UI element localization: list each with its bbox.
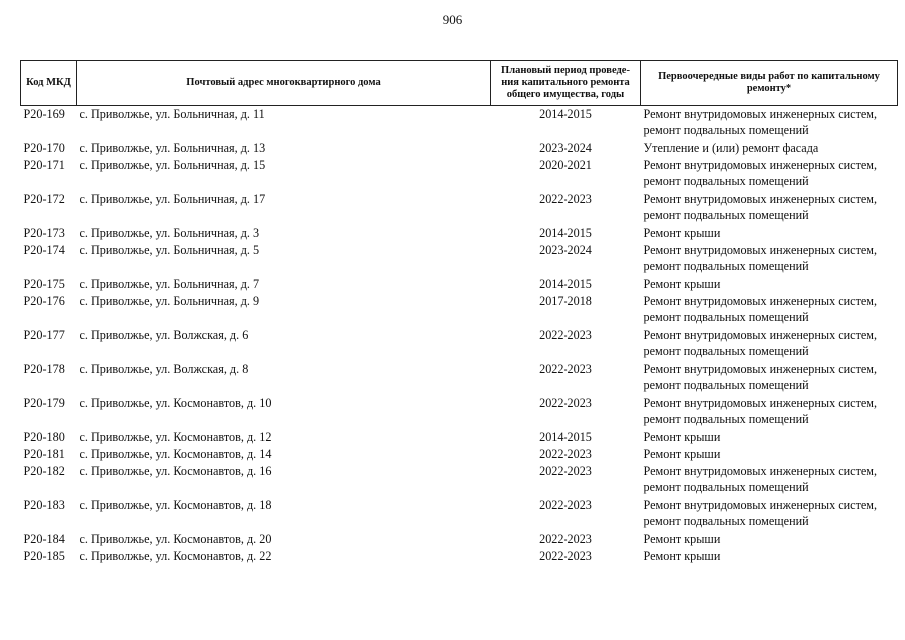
cell-address: с. Приволжье, ул. Космонавтов, д. 22 bbox=[79, 548, 272, 563]
table-row bbox=[21, 225, 898, 242]
works-line: Ремонт внутридомовых инженерных систем, bbox=[643, 327, 878, 342]
works-line: Ремонт крыши bbox=[643, 548, 721, 563]
table-row bbox=[21, 497, 898, 531]
cell-period: 2022-2023 bbox=[539, 531, 592, 546]
cell-period: 2023-2024 bbox=[539, 140, 592, 155]
works-line: Ремонт крыши bbox=[643, 225, 721, 240]
table-row bbox=[21, 361, 898, 395]
cell-address: с. Приволжье, ул. Космонавтов, д. 16 bbox=[79, 463, 272, 478]
cell-address: с. Приволжье, ул. Больничная, д. 17 bbox=[79, 191, 266, 206]
header-row bbox=[21, 61, 898, 106]
cell-works bbox=[641, 293, 898, 327]
cell-code: Р20-169 bbox=[23, 107, 65, 121]
works-line: Ремонт крыши bbox=[643, 276, 721, 291]
cell-code: Р20-176 bbox=[23, 293, 65, 308]
header-period: Плановый период проведе-ния капитального ремонта общего имущества, годы bbox=[491, 61, 641, 106]
works-line: Ремонт внутридомовых инженерных систем, bbox=[643, 191, 878, 206]
table-row bbox=[21, 140, 898, 157]
cell-address: с. Приволжье, ул. Космонавтов, д. 12 bbox=[79, 429, 272, 444]
cell-works bbox=[641, 497, 898, 531]
cell-address: с. Приволжье, ул. Волжская, д. 8 bbox=[79, 361, 249, 376]
cell-code: Р20-174 bbox=[23, 242, 65, 257]
cell-address: с. Приволжье, ул. Космонавтов, д. 10 bbox=[79, 395, 272, 410]
table-row bbox=[21, 157, 898, 191]
table-row bbox=[21, 395, 898, 429]
works-line: ремонт подвальных помещений bbox=[643, 207, 809, 222]
cell-code: Р20-172 bbox=[23, 191, 65, 206]
table-row bbox=[21, 276, 898, 293]
cell-works bbox=[641, 140, 898, 157]
cell-code: Р20-181 bbox=[23, 446, 65, 461]
works-line: ремонт подвальных помещений bbox=[643, 309, 809, 324]
cell-address: с. Приволжье, ул. Космонавтов, д. 18 bbox=[79, 497, 272, 512]
table-row bbox=[21, 463, 898, 497]
cell-works bbox=[641, 157, 898, 191]
cell-period: 2022-2023 bbox=[539, 327, 592, 342]
cell-works bbox=[641, 463, 898, 497]
works-line: ремонт подвальных помещений bbox=[643, 513, 809, 528]
cell-code: Р20-182 bbox=[23, 463, 65, 478]
header-address: Почтовый адрес многоквартирного дома bbox=[77, 61, 491, 106]
page-number: 906 bbox=[442, 12, 463, 27]
cell-code: Р20-170 bbox=[23, 140, 65, 155]
table-body bbox=[21, 106, 898, 565]
cell-address: с. Приволжье, ул. Больничная, д. 5 bbox=[79, 242, 260, 257]
cell-address: с. Приволжье, ул. Космонавтов, д. 14 bbox=[79, 446, 272, 461]
cell-period: 2020-2021 bbox=[539, 157, 592, 172]
cell-code: Р20-179 bbox=[23, 395, 65, 410]
cell-code: Р20-184 bbox=[23, 531, 65, 546]
cell-code: Р20-183 bbox=[23, 497, 65, 512]
table-header bbox=[21, 61, 898, 106]
works-line: Ремонт крыши bbox=[643, 531, 721, 546]
works-line: ремонт подвальных помещений bbox=[643, 377, 809, 392]
works-line: ремонт подвальных помещений bbox=[643, 123, 809, 137]
works-line: ремонт подвальных помещений bbox=[643, 343, 809, 358]
cell-address: с. Приволжье, ул. Больничная, д. 11 bbox=[79, 107, 265, 121]
cell-code: Р20-173 bbox=[23, 225, 65, 240]
cell-works bbox=[641, 106, 898, 140]
works-line: Ремонт внутридомовых инженерных систем, bbox=[643, 395, 878, 410]
cell-period: 2022-2023 bbox=[539, 446, 592, 461]
cell-code: Р20-177 bbox=[23, 327, 65, 342]
cell-period: 2022-2023 bbox=[539, 191, 592, 206]
cell-period: 2022-2023 bbox=[539, 548, 592, 563]
works-line: Ремонт внутридомовых инженерных систем, bbox=[643, 293, 878, 308]
cell-works bbox=[641, 429, 898, 446]
works-line: ремонт подвальных помещений bbox=[643, 258, 809, 273]
cell-works bbox=[641, 548, 898, 565]
cell-address: с. Приволжье, ул. Больничная, д. 13 bbox=[79, 140, 266, 155]
header-code: Код МКД bbox=[21, 61, 77, 106]
table-row bbox=[21, 531, 898, 548]
cell-code: Р20-185 bbox=[23, 548, 65, 563]
cell-period: 2014-2015 bbox=[539, 429, 592, 444]
table-row bbox=[21, 446, 898, 463]
table-row bbox=[21, 548, 898, 565]
cell-works bbox=[641, 395, 898, 429]
table-row bbox=[21, 429, 898, 446]
works-line: Ремонт крыши bbox=[643, 429, 721, 444]
cell-address: с. Приволжье, ул. Больничная, д. 7 bbox=[79, 276, 260, 291]
cell-address: с. Приволжье, ул. Больничная, д. 15 bbox=[79, 157, 266, 172]
works-line: Ремонт внутридомовых инженерных систем, bbox=[643, 361, 878, 376]
cell-period: 2022-2023 bbox=[539, 497, 592, 512]
cell-period: 2022-2023 bbox=[539, 361, 592, 376]
cell-code: Р20-171 bbox=[23, 157, 65, 172]
cell-works bbox=[641, 242, 898, 276]
table-row bbox=[21, 191, 898, 225]
cell-period: 2023-2024 bbox=[539, 242, 592, 257]
cell-period: 2014-2015 bbox=[539, 225, 592, 240]
table-row bbox=[21, 327, 898, 361]
cell-address: с. Приволжье, ул. Больничная, д. 3 bbox=[79, 225, 260, 240]
cell-works bbox=[641, 531, 898, 548]
cell-address: с. Приволжье, ул. Космонавтов, д. 20 bbox=[79, 531, 272, 546]
cell-address: с. Приволжье, ул. Больничная, д. 9 bbox=[79, 293, 260, 308]
works-line: Ремонт крыши bbox=[643, 446, 721, 461]
table-row bbox=[21, 293, 898, 327]
cell-code: Р20-180 bbox=[23, 429, 65, 444]
cell-period: 2014-2015 bbox=[539, 107, 592, 121]
cell-works bbox=[641, 225, 898, 242]
cell-address: с. Приволжье, ул. Волжская, д. 6 bbox=[79, 327, 249, 342]
cell-works bbox=[641, 276, 898, 293]
works-line: Ремонт внутридомовых инженерных систем, bbox=[643, 157, 878, 172]
table-row bbox=[21, 242, 898, 276]
table-row bbox=[21, 106, 898, 140]
cell-code: Р20-175 bbox=[23, 276, 65, 291]
works-line: ремонт подвальных помещений bbox=[643, 173, 809, 188]
buildings-table bbox=[20, 60, 898, 565]
works-line: Ремонт внутридомовых инженерных систем, bbox=[643, 463, 878, 478]
cell-period: 2014-2015 bbox=[539, 276, 592, 291]
works-line: Ремонт внутридомовых инженерных систем, bbox=[643, 242, 878, 257]
cell-period: 2017-2018 bbox=[539, 293, 592, 308]
cell-code: Р20-178 bbox=[23, 361, 65, 376]
cell-works bbox=[641, 327, 898, 361]
cell-works bbox=[641, 361, 898, 395]
cell-works bbox=[641, 191, 898, 225]
cell-works bbox=[641, 446, 898, 463]
cell-period: 2022-2023 bbox=[539, 395, 592, 410]
works-line: ремонт подвальных помещений bbox=[643, 479, 809, 494]
works-line: ремонт подвальных помещений bbox=[643, 411, 809, 426]
cell-period: 2022-2023 bbox=[539, 463, 592, 478]
works-line: Утепление и (или) ремонт фасада bbox=[643, 140, 819, 155]
header-works: Первоочередные виды работ по капитальному ремонту* bbox=[641, 61, 898, 106]
works-line: Ремонт внутридомовых инженерных систем, bbox=[643, 107, 878, 121]
works-line: Ремонт внутридомовых инженерных систем, bbox=[643, 497, 878, 512]
